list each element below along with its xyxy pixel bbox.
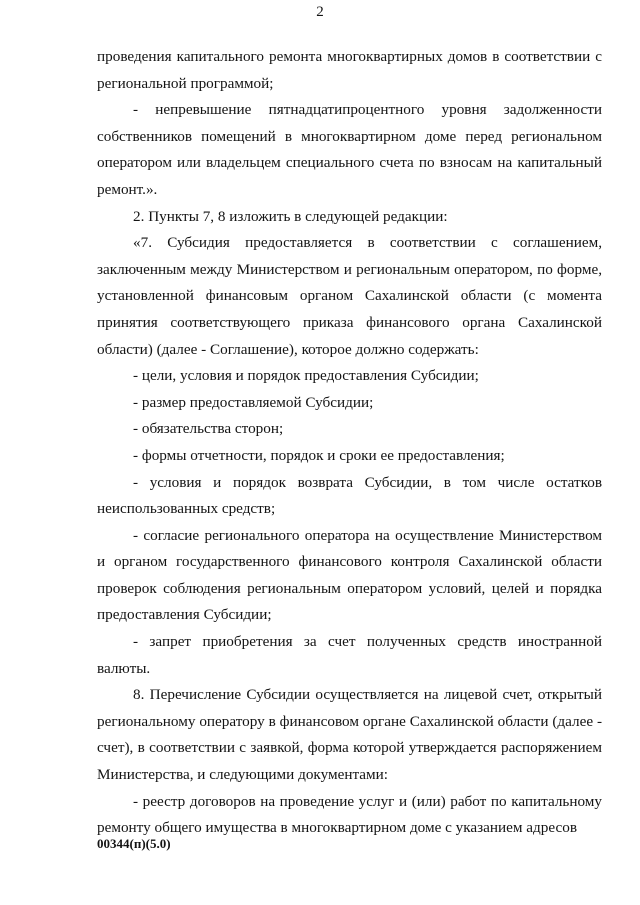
paragraph-10: - согласие регионального оператора на осуществление Министерством и органом государственного финансового контроля Сахалинской области проверок соблюдения региональным оператором условий, целей и порядка предоставления Субсидии; [97, 526, 602, 624]
page-number: 2 [316, 4, 324, 20]
paragraph-5: - цели, условия и порядок предоставления Субсидии; [133, 367, 479, 385]
paragraph-13: - реестр договоров на проведение услуг и (или) работ по капитальному ремонту общего имущества в многоквартирном доме с указанием адресов [97, 792, 602, 837]
paragraph-1: проведения капитального ремонта многоквартирных домов в соответствии с региональной программой; [97, 48, 602, 92]
paragraph-9: - условия и порядок возврата Субсидии, в том числе остатков неиспользованных средств; [97, 473, 602, 518]
paragraph-4: «7. Субсидия предоставляется в соответствии с соглашением, заключенным между Министерством и региональным оператором, по форме, установленной финансовым органом Сахалинской области (с момента принятия соответствующего приказа финансового органа Сахалинской области) (далее - Соглашение), которое должно содержать: [97, 234, 602, 358]
paragraph-12: 8. Перечисление Субсидии осуществляется на лицевой счет, открытый региональному оператору в финансовом органе Сахалинской области (далее - счет), в соответствии с заявкой, форма которой утверждается распоряжением Министерства, и следующими документами: [97, 686, 602, 784]
paragraph-2: - непревышение пятнадцатипроцентного уровня задолженности собственников помещений в многоквартирном доме перед региональном оператором или владельцем специального счета по взносам на капитальный ремонт.». [97, 101, 602, 198]
document-body [97, 44, 602, 842]
paragraph-7: - обязательства сторон; [133, 420, 284, 438]
paragraph-3: 2. Пункты 7, 8 изложить в следующей редакции: [133, 207, 448, 225]
paragraph-8: - формы отчетности, порядок и сроки ее предоставления; [133, 446, 505, 464]
document-code: 00344(п)(5.0) [97, 836, 171, 851]
paragraph-11: - запрет приобретения за счет полученных средств иностранной валюты. [97, 633, 602, 677]
paragraph-6: - размер предоставляемой Субсидии; [133, 393, 374, 411]
